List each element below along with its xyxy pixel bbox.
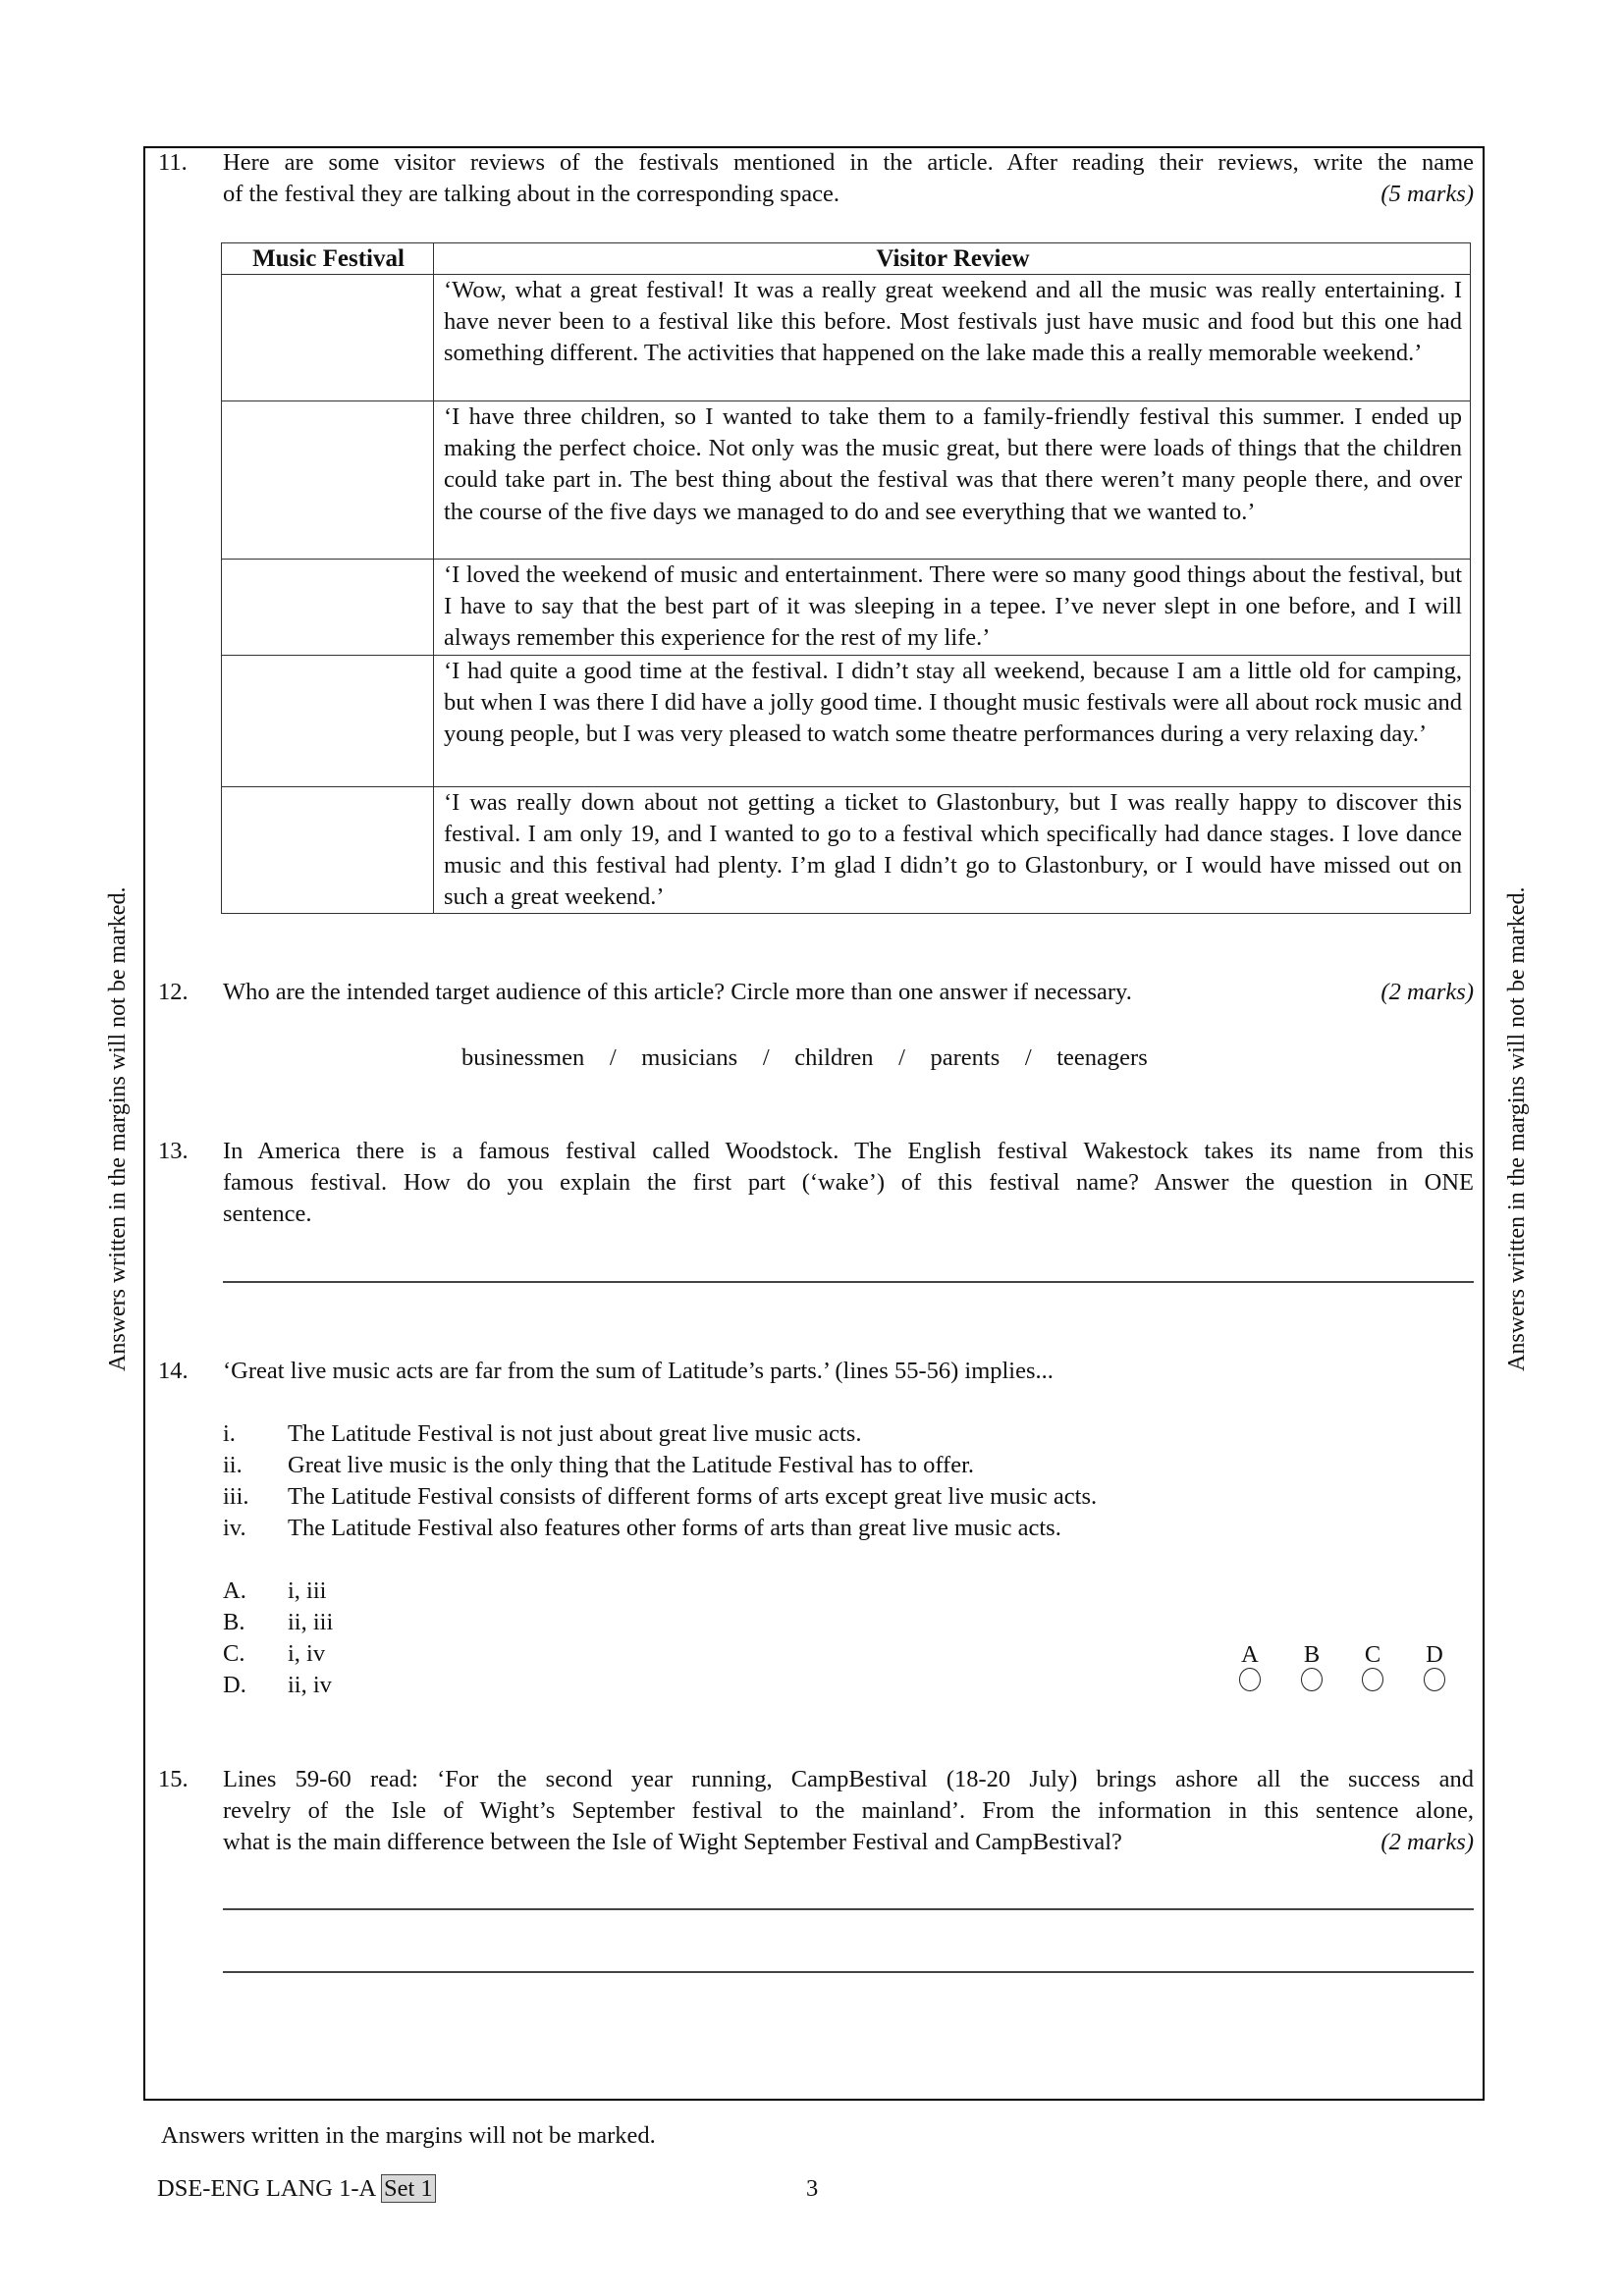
page-number: 3: [806, 2175, 819, 2202]
statement-text: The Latitude Festival also features other forms of arts than great live music acts.: [288, 1515, 1061, 1541]
set-badge: Set 1: [381, 2174, 436, 2203]
q15-answer-line-1[interactable]: [223, 1908, 1474, 1910]
q12-number: 12.: [158, 979, 189, 1005]
right-margin-note: Answers written in the margins will not be marked.: [1504, 886, 1530, 1371]
q13-answer-line[interactable]: [223, 1281, 1474, 1283]
statement-i: [223, 1418, 861, 1450]
q13-number: 13.: [158, 1138, 189, 1164]
choice-label: B.: [223, 1609, 245, 1635]
q15-number: 15.: [158, 1766, 189, 1792]
bubble-label-b: B: [1303, 1641, 1321, 1668]
choice-text: i, iv: [288, 1640, 326, 1667]
answer-bubble-b[interactable]: [1301, 1668, 1323, 1691]
choice-b: [223, 1607, 333, 1638]
option-musicians[interactable]: musicians: [641, 1044, 738, 1071]
table-row: [222, 401, 1471, 560]
statement-label: ii.: [223, 1452, 243, 1478]
statement-iv: [223, 1513, 1061, 1544]
q14-text: ‘Great live music acts are far from the sum of Latitude’s parts.’ (lines 55-56) implies...: [223, 1358, 1054, 1384]
table-row: [222, 275, 1471, 401]
q12-text: Who are the intended target audience of this article? Circle more than one answer if necessary.: [223, 979, 1132, 1005]
statement-text: Great live music is the only thing that the Latitude Festival has to offer.: [288, 1452, 975, 1478]
header-music-festival: Music Festival: [222, 243, 434, 275]
separator: /: [1024, 1044, 1032, 1071]
review-cell-3: ‘I loved the weekend of music and entertainment. There were so many good things about the festival, but I have to say that the best part of it was sleeping in a tepee. I’ve never slept in one before, and I will always remember this experience for the rest of my life.’: [434, 560, 1471, 656]
option-teenagers[interactable]: teenagers: [1056, 1044, 1148, 1071]
statement-label: iii.: [223, 1483, 249, 1510]
q12-marks: (2 marks): [1380, 979, 1474, 1005]
paper-code: DSE-ENG LANG 1-A: [157, 2175, 375, 2202]
option-businessmen[interactable]: businessmen: [461, 1044, 585, 1071]
separator: /: [762, 1044, 770, 1071]
left-margin-note: Answers written in the margins will not be marked.: [105, 886, 131, 1371]
bubble-label-d: D: [1426, 1641, 1443, 1668]
q15-text-line3: what is the main difference between the Isle of Wight September Festival and CampBestival?: [223, 1829, 1122, 1855]
statement-iii: [223, 1481, 1097, 1513]
statement-label: i.: [223, 1420, 236, 1447]
q15-text-line1: Lines 59-60 read: ‘For the second year running, CampBestival (18-20 July) brings ashore all the success and: [223, 1766, 1474, 1792]
choice-d: [223, 1670, 332, 1701]
q11-text-line2-row: [223, 179, 1474, 210]
choice-a: [223, 1575, 326, 1607]
q12-text-row: [223, 977, 1474, 1008]
answer-bubble-d[interactable]: [1424, 1668, 1445, 1691]
q14-number: 14.: [158, 1358, 189, 1384]
choice-text: ii, iii: [288, 1609, 334, 1635]
option-parents[interactable]: parents: [930, 1044, 1001, 1071]
review-cell-4: ‘I had quite a good time at the festival. I didn’t stay all weekend, because I am a little old for camping, but when I was there I did have a jolly good time. I thought music festivals were all about rock music and young people, but I was very pleased to watch some theatre performances during a very relaxing day.’: [434, 655, 1471, 786]
q15-answer-line-2[interactable]: [223, 1971, 1474, 1973]
q11-text-line1: Here are some visitor reviews of the festivals mentioned in the article. After reading their reviews, write the name: [223, 149, 1474, 176]
separator: /: [609, 1044, 617, 1071]
choice-label: A.: [223, 1577, 246, 1604]
footer-paper-code: [157, 2173, 436, 2205]
q11-number: 11.: [158, 149, 188, 176]
festival-review-table: [221, 242, 1471, 914]
festival-answer-cell-1[interactable]: [222, 275, 434, 401]
q13-text-line1: In America there is a famous festival called Woodstock. The English festival Wakestock takes its name from this: [223, 1138, 1474, 1164]
answer-bubble-c[interactable]: [1362, 1668, 1383, 1691]
festival-answer-cell-5[interactable]: [222, 786, 434, 914]
q12-options: [461, 1042, 1148, 1074]
review-cell-5: ‘I was really down about not getting a ticket to Glastonbury, but I was really happy to discover this festival. I am only 19, and I wanted to go to a festival which specifically had dance stages. I love dance music and this festival had plenty. I’m glad I didn’t go to Glastonbury, or I would have missed out on such a great weekend.’: [434, 786, 1471, 914]
table-row: [222, 786, 1471, 914]
statement-ii: [223, 1450, 974, 1481]
review-cell-1: ‘Wow, what a great festival! It was a really great weekend and all the music was really entertaining. I have never been to a festival like this before. Most festivals just have music and food but this one had something different. The activities that happened on the lake made this a really memorable weekend.’: [434, 275, 1471, 401]
q15-marks: (2 marks): [1380, 1829, 1474, 1855]
answer-bubble-a[interactable]: [1239, 1668, 1261, 1691]
footer-margin-note: Answers written in the margins will not be marked.: [161, 2122, 656, 2149]
choice-c: [223, 1638, 325, 1670]
table-row: [222, 560, 1471, 656]
header-visitor-review: Visitor Review: [434, 243, 1471, 275]
statement-label: iv.: [223, 1515, 246, 1541]
q11-marks: (5 marks): [1380, 181, 1474, 207]
festival-answer-cell-2[interactable]: [222, 401, 434, 560]
festival-answer-cell-4[interactable]: [222, 655, 434, 786]
option-children[interactable]: children: [794, 1044, 874, 1071]
choice-label: D.: [223, 1672, 246, 1698]
choice-label: C.: [223, 1640, 245, 1667]
table-row: [222, 655, 1471, 786]
statement-text: The Latitude Festival consists of different forms of arts except great live music acts.: [288, 1483, 1098, 1510]
q13-text-line2: famous festival. How do you explain the first part (‘wake’) of this festival name? Answer the question in ONE: [223, 1169, 1474, 1196]
choice-text: ii, iv: [288, 1672, 332, 1698]
q15-text-line2: revelry of the Isle of Wight’s September festival to the mainland’. From the information in this sentence alone,: [223, 1797, 1474, 1824]
bubble-label-c: C: [1364, 1641, 1381, 1668]
choice-text: i, iii: [288, 1577, 327, 1604]
review-cell-2: ‘I have three children, so I wanted to take them to a family-friendly festival this summer. I ended up making the perfect choice. Not only was the music great, but there were loads of things that the children could take part in. The best thing about the festival was that there weren’t many people there, and over the course of the five days we managed to do and see everything that we wanted to.’: [434, 401, 1471, 560]
q15-text-line3-row: [223, 1827, 1474, 1858]
separator: /: [898, 1044, 905, 1071]
table-header-row: [222, 243, 1471, 275]
festival-answer-cell-3[interactable]: [222, 560, 434, 656]
statement-text: The Latitude Festival is not just about great live music acts.: [288, 1420, 862, 1447]
q13-text-line3: sentence.: [223, 1201, 312, 1227]
q11-text-line2: of the festival they are talking about in the corresponding space.: [223, 181, 839, 207]
bubble-label-a: A: [1241, 1641, 1259, 1668]
